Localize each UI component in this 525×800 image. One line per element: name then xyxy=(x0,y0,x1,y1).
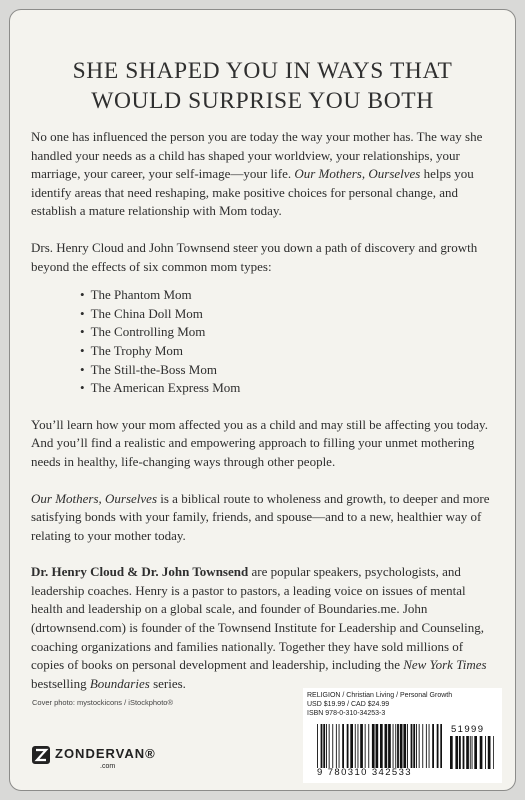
bisac-category: RELIGION / Christian Living / Personal Growth xyxy=(307,692,453,699)
publisher-logo xyxy=(31,743,156,783)
bio-text: are popular speakers, psychologists, and leadership coaches. Henry is a pastor to pastors, a leading voice on issues of mental health and leadership on a global scale, and founder of Boundaries.me. John (drtownsend.com) is founder of the Townsend Institute for Leadership and Counseling, coaching organizations and families nationally. Together they have sold millions of copies of books on personal development and leadership, including the xyxy=(31,564,485,673)
list-item: • The Still-the-Boss Mom xyxy=(80,361,499,380)
ean-number: 9 780310 342533 xyxy=(317,767,412,778)
biblical-text: is a biblical route to wholeness and growth, to deeper and more satisfying bonds with your family, friends, and spouse—and to a new, healthier way of relating to your mother today. xyxy=(31,490,490,543)
headline xyxy=(10,56,515,116)
learn-paragraph: You’ll learn how your mom affected you as a child and may still be affecting you today. And you’ll find a realistic and empowering approach to filling your unmet mothering needs in healthy, life-changing ways through other people. xyxy=(31,416,488,469)
headline-line-1: SHE SHAPED YOU IN WAYS THAT xyxy=(72,58,453,84)
book-title-italic: Our Mothers, Ourselves xyxy=(294,166,421,182)
isbn-barcode xyxy=(317,724,442,768)
mom-types-list xyxy=(31,286,499,398)
bio-text-2: bestselling xyxy=(31,675,90,691)
publisher-domain: .com xyxy=(100,763,116,770)
back-cover xyxy=(9,9,516,791)
list-item: • The Trophy Mom xyxy=(80,342,499,361)
zondervan-z-icon xyxy=(31,745,51,765)
list-item: • The China Doll Mom xyxy=(80,305,499,324)
photo-credit: Cover photo: mystockicons / iStockphoto® xyxy=(32,698,174,707)
price-label: USD $19.99 / CAD $24.99 xyxy=(307,701,390,708)
list-item: • The American Express Mom xyxy=(80,379,499,398)
author-names: Dr. Henry Cloud & Dr. John Townsend xyxy=(31,564,249,580)
intro-paragraph xyxy=(31,128,499,221)
list-item: • The Phantom Mom xyxy=(80,286,499,305)
bio-text-3: series. xyxy=(149,675,186,691)
intro-text-2: helps you identify areas that need reshaping, make positive choices for personal change, and establish a mature relationship with Mom today. xyxy=(31,166,474,219)
book-title-italic: Our Mothers, Ourselves xyxy=(31,490,158,506)
biblical-route-paragraph xyxy=(31,490,499,546)
price-addon-barcode xyxy=(450,736,494,769)
isbn-label: ISBN 978-0-310-34253-3 xyxy=(307,710,386,717)
list-item: • The Controlling Mom xyxy=(80,323,499,342)
publisher-name: ZONDERVAN® xyxy=(55,746,156,761)
intro-text: No one has influenced the person you are today the way your mother has. The way she handled your needs as a child has shaped your worldview, your relationships, your marriage, your career, your self-image—your life. xyxy=(31,129,483,182)
nyt-italic: New York Times xyxy=(403,657,487,673)
author-bio-paragraph xyxy=(31,563,499,693)
boundaries-italic: Boundaries xyxy=(89,675,150,691)
blurb xyxy=(31,128,499,711)
barcode-box xyxy=(303,688,502,783)
headline-line-2: WOULD SURPRISE YOU BOTH xyxy=(91,88,434,114)
price-code: 51999 xyxy=(451,724,485,735)
authors-path-paragraph: Drs. Henry Cloud and John Townsend steer you down a path of discovery and growth beyond the effects of six common mom types: xyxy=(31,239,478,274)
